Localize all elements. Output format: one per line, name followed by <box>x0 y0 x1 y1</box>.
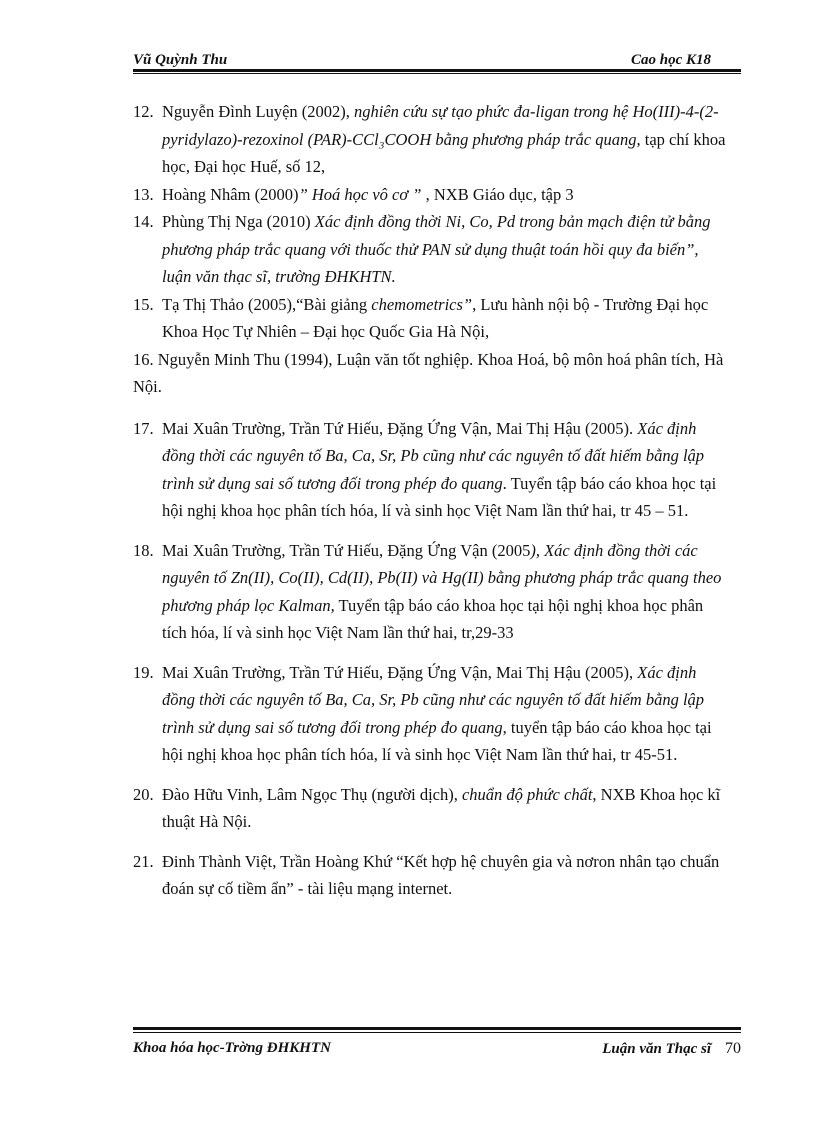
reference-number: 12. <box>133 102 154 121</box>
reference-item-13 <box>133 181 729 209</box>
reference-text: , NXB Khoa học kĩ thuật Hà Nội. <box>162 784 721 831</box>
reference-text: , tuyển tập báo cáo khoa học tại hội nghị khoa học phân tích hóa, lí và sinh học Việt Nam lần thứ hai, tr 45-51. <box>162 717 712 764</box>
reference-number: 20. <box>133 784 154 804</box>
header-rule-thin <box>133 73 741 74</box>
reference-text: , NXB Giáo dục, tập 3 <box>421 184 574 204</box>
reference-text: Nguyễn Minh Thu (1994), Luận văn tốt nghiệp. Khoa Hoá, bộ môn hoá phân tích, Hà Nội. <box>133 349 724 396</box>
reference-text: Tạ Thị Thảo (2005),“Bài giảng <box>162 294 372 314</box>
reference-number: 15. <box>133 294 154 314</box>
reference-item-21 <box>133 848 729 903</box>
reference-text: Đào Hữu Vinh, Lâm Ngọc Thụ (người dịch), <box>162 784 462 804</box>
reference-text: , tạp chí khoa học, Đại học Huế, số 12, <box>162 129 726 176</box>
reference-title-italic: chemometrics” <box>371 294 473 314</box>
reference-text: Tuyển tập báo cáo khoa học tại hội nghị khoa học phân tích hóa, lí và sinh học Việt Nam lần thứ hai, tr,29-33 <box>162 595 704 642</box>
reference-item-15 <box>133 291 729 346</box>
reference-text: Mai Xuân Trường, Trần Tứ Hiếu, Đặng Ứng Vận, Mai Thị Hậu (2005). <box>162 418 638 438</box>
reference-number: 17. <box>133 418 154 438</box>
footer-rule-thin <box>133 1032 741 1033</box>
reference-item-14 <box>133 208 729 291</box>
reference-text: Mai Xuân Trường, Trần Tứ Hiếu, Đặng Ứng Vận (2005 <box>162 540 531 560</box>
reference-item-16 <box>133 346 729 401</box>
reference-title-italic: Xác định đồng thời các nguyên tố Ba, Ca, Sr, Pb cũng như các nguyên tố đất hiếm bằng lập trình sử dụng sai số tương đối trong phép đo quang <box>162 662 705 737</box>
reference-number: 14. <box>133 212 154 231</box>
page-footer <box>133 1040 741 1064</box>
header-course: Cao học K18 <box>630 52 711 68</box>
reference-number: 21. <box>133 851 154 871</box>
reference-text: . Tuyển tập báo cáo khoa học tại hội nghị khoa học phân tích hóa, lí và sinh học Việt Nam lần thứ hai, tr 45 – 51. <box>162 473 717 520</box>
reference-title-italic: Xác định đồng thời các nguyên tố Ba, Ca, Sr, Pb cũng như các nguyên tố đất hiếm bằng lập trình sử dụng sai số tương đối trong phép đo quang <box>162 418 705 493</box>
reference-text: Phùng Thị Nga (2010) <box>162 212 315 231</box>
reference-title-italic: Xác định đồng thời Ni, Co, Pd trong bản mạch điện tử bằng phương pháp trắc quang với thuốc thử PAN sử dụng thuật toán hồi quy đa biến”, luận văn thạc sĩ, trường ĐHKHTN. <box>162 212 711 286</box>
header-rule <box>133 69 741 72</box>
footer-thesis: Luận văn Thạc sĩ <box>602 1041 711 1057</box>
footer-right <box>602 1040 741 1058</box>
reference-text: Đinh Thành Việt, Trần Hoàng Khứ “Kết hợp hệ chuyên gia và nơron nhân tạo chuẩn đoán sự cố tiềm ẩn” - tài liệu mạng internet. <box>162 851 720 898</box>
reference-text: Mai Xuân Trường, Trần Tứ Hiếu, Đặng Ứng Vận, Mai Thị Hậu (2005), <box>162 662 638 682</box>
header-author: Vũ Quỳnh Thu <box>133 52 228 68</box>
reference-text: , Lưu hành nội bộ - Trường Đại học Khoa Học Tự Nhiên – Đại học Quốc Gia Hà Nội, <box>162 294 709 341</box>
reference-number: 18. <box>133 540 154 560</box>
footer-rule <box>133 1027 741 1030</box>
reference-item-20 <box>133 781 729 836</box>
reference-number: 16. <box>133 349 158 369</box>
page-number: 70 <box>725 1040 741 1057</box>
reference-item-19 <box>133 659 729 769</box>
reference-title-italic: ” Hoá học vô cơ ” <box>298 184 422 204</box>
reference-text: Nguyễn Đình Luyện (2002), <box>162 102 355 121</box>
reference-list <box>133 98 729 903</box>
reference-title-italic: nghiên cứu sự tạo phức đa-ligan trong hệ Ho(III)-4-(2-pyridylazo)-rezoxinol (PAR)-CCl₃COOH bằng phương pháp trắc quang <box>162 102 719 149</box>
reference-text: Hoàng Nhâm (2000) <box>162 184 299 204</box>
reference-number: 19. <box>133 662 154 682</box>
reference-number: 13. <box>133 184 154 204</box>
reference-title-italic: chuẩn độ phức chất <box>461 784 593 804</box>
footer-faculty: Khoa hóa học-Trờng ĐHKHTN <box>133 1040 331 1056</box>
reference-item-12 <box>133 98 729 181</box>
reference-item-18 <box>133 537 729 647</box>
reference-title-italic: ), Xác định đồng thời các nguyên tố Zn(II), Co(II), Cd(II), Pb(II) và Hg(II) bằng phương pháp trắc quang theo phương pháp lọc Kalman, <box>162 540 722 615</box>
reference-item-17 <box>133 415 729 525</box>
